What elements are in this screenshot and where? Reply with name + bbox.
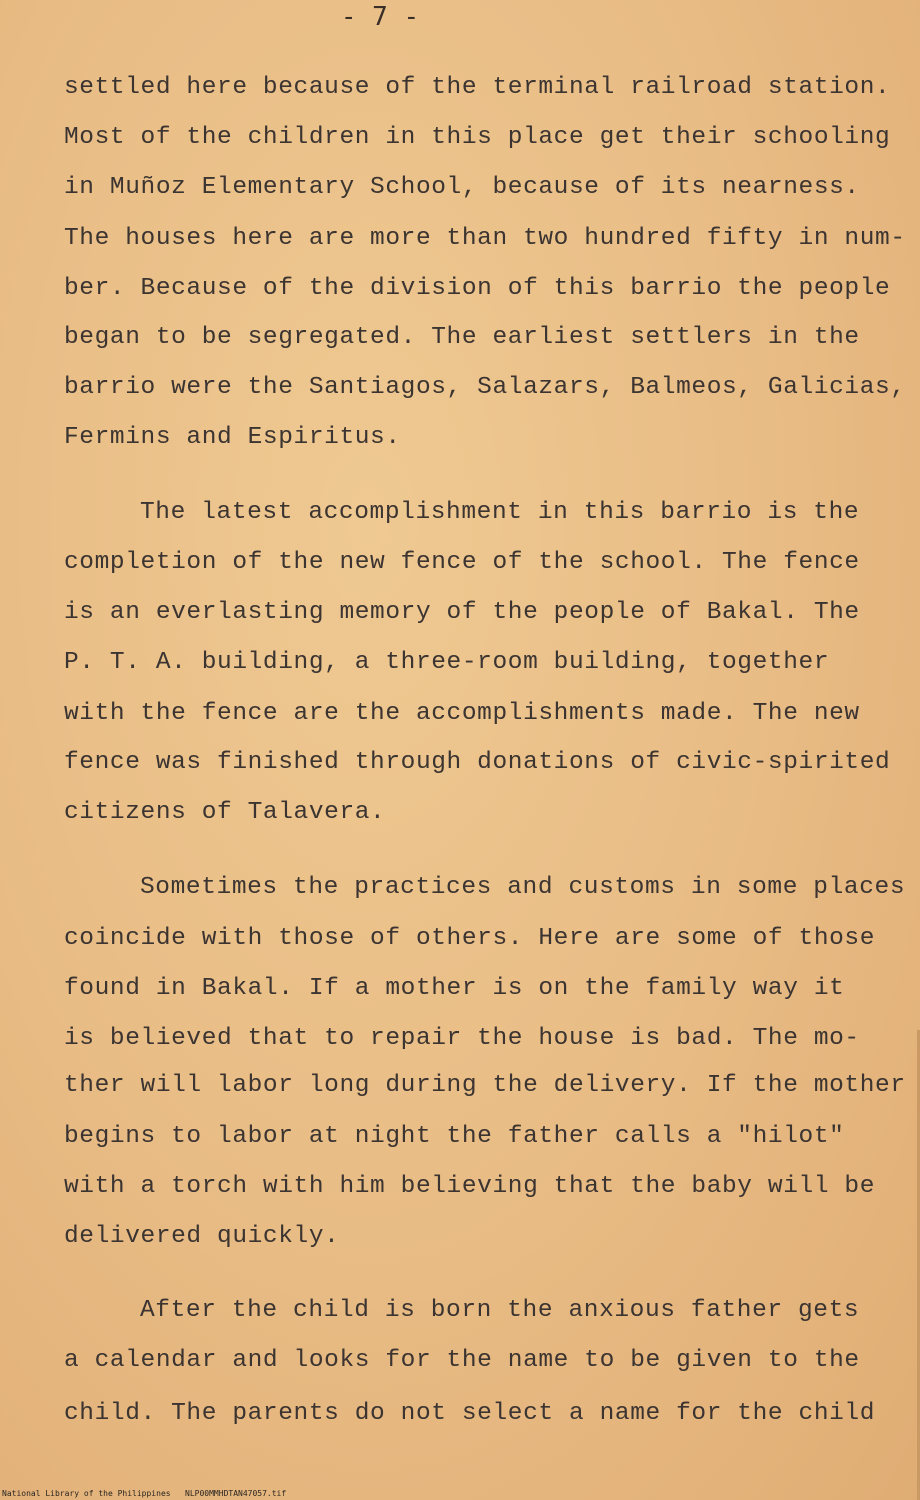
text-line: with a torch with him believing that the baby will be bbox=[64, 1173, 876, 1200]
text-line: Most of the children in this place get their schooling bbox=[64, 124, 891, 151]
page-number: - 7 - bbox=[340, 2, 420, 32]
text-line: The latest accomplishment in this barrio is the bbox=[140, 499, 860, 526]
text-line: is believed that to repair the house is bad. The mo- bbox=[64, 1025, 860, 1052]
text-line: Fermins and Espiritus. bbox=[64, 424, 401, 451]
text-line: The houses here are more than two hundred fifty in num- bbox=[64, 225, 906, 252]
text-line: began to be segregated. The earliest settlers in the bbox=[64, 324, 860, 351]
text-line: delivered quickly. bbox=[64, 1223, 340, 1250]
text-line: After the child is born the anxious father gets bbox=[140, 1297, 860, 1324]
text-line: with the fence are the accomplishments made. The new bbox=[64, 700, 860, 727]
scan-filename: NLP00MMHDTAN47057.tif bbox=[185, 1489, 287, 1498]
text-line: completion of the new fence of the school. The fence bbox=[64, 549, 860, 576]
text-line: found in Bakal. If a mother is on the family way it bbox=[64, 975, 845, 1002]
text-line: ber. Because of the division of this barrio the people bbox=[64, 275, 891, 302]
text-line: barrio were the Santiagos, Salazars, Balmeos, Galicias, bbox=[64, 374, 906, 401]
text-line: P. T. A. building, a three-room building, together bbox=[64, 649, 830, 676]
text-line: child. The parents do not select a name for the child bbox=[64, 1400, 876, 1427]
text-line: ther will labor long during the delivery. If the mother bbox=[64, 1072, 906, 1099]
text-line: begins to labor at night the father calls a "hilot" bbox=[64, 1123, 845, 1150]
text-line: is an everlasting memory of the people of Bakal. The bbox=[64, 599, 860, 626]
text-line: Sometimes the practices and customs in some places bbox=[140, 874, 906, 901]
text-line: coincide with those of others. Here are some of those bbox=[64, 925, 876, 952]
text-line: in Muñoz Elementary School, because of its nearness. bbox=[64, 174, 860, 201]
text-line: settled here because of the terminal railroad station. bbox=[64, 74, 891, 101]
text-line: a calendar and looks for the name to be given to the bbox=[64, 1347, 860, 1374]
text-line: fence was finished through donations of civic-spirited bbox=[64, 749, 891, 776]
library-credit: National Library of the Philippines bbox=[2, 1489, 171, 1498]
scan-footer bbox=[2, 1489, 286, 1498]
text-line: citizens of Talavera. bbox=[64, 799, 386, 826]
